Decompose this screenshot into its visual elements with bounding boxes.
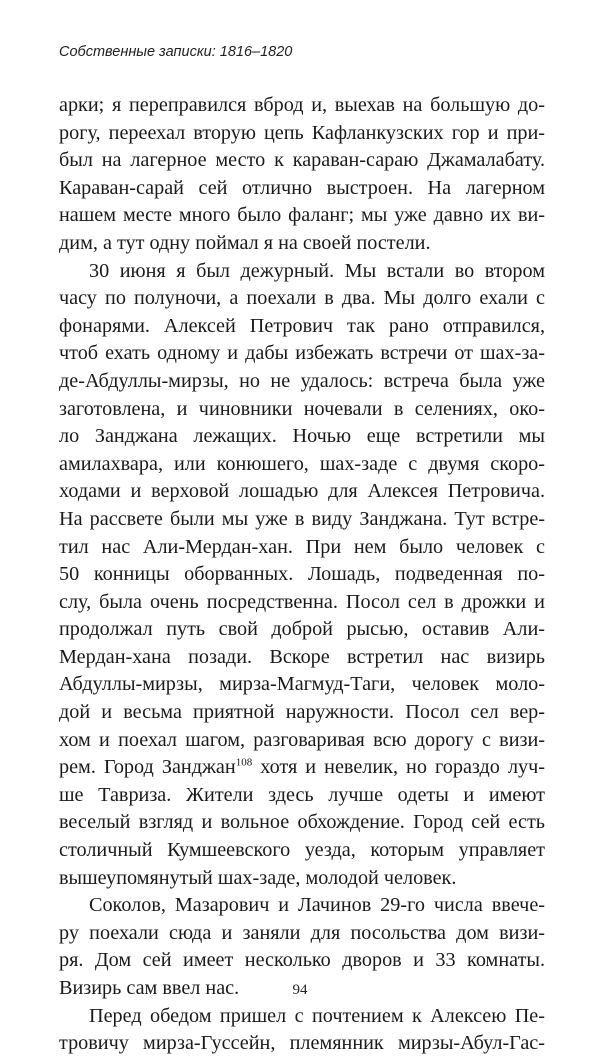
text-line: заготовлена, и чиновники ночевали в селениях, око- <box>59 397 545 420</box>
text-line: столичный Кумшеевского уезда, которым управляет <box>59 839 545 862</box>
text-line: ло Занджана лежащих. Ночью еще встретили мы <box>59 425 545 448</box>
text-line: продолжал путь свой доброй рысью, оставив Али- <box>59 618 545 641</box>
text-line: Караван-сарай сей отлично выстроен. На лагерном <box>59 176 545 199</box>
text-line: слу, была очень посредственна. Посол сел в дрожки и <box>59 590 545 613</box>
text-line: веселый взгляд и вольное обхождение. Город сей есть <box>59 811 545 834</box>
text-line: Абдуллы-мирзы, мирза-Магмуд-Таги, человек моло- <box>59 673 545 696</box>
text-line: тровичу мирза-Гуссейн, племянник мирзы-Абул-Гас- <box>59 1032 545 1055</box>
text-line: рогу, переехал вторую цепь Кафланкузских гор и при- <box>59 121 545 144</box>
text-line: Визирь сам ввел нас. <box>59 977 240 999</box>
footnote-marker[interactable]: 108 <box>235 756 253 769</box>
text-line: ря. Дом сей имеет несколько дворов и 33 комнаты. <box>59 949 545 972</box>
text-line: чтоб ехать одному и дабы избежать встречи от шах-за- <box>59 342 545 365</box>
body-text <box>59 92 545 1058</box>
text-line: ше Тавриза. Жители здесь лучше одеты и имеют <box>59 783 545 806</box>
text-line: фонарями. Алексей Петрович так рано отправился, <box>59 314 545 337</box>
text-line: вышеупомянутый шах-заде, молодой человек. <box>59 866 457 889</box>
text-line: часу по полуночи, а поехали в два. Мы долго ехали с <box>59 287 545 310</box>
line-head: рем. Город Занджан <box>59 756 236 779</box>
paragraph-start-line: 30 июня я был дежурный. Мы встали во втором <box>89 259 545 282</box>
text-line: ру поехали сюда и заняли для посольства дом визи- <box>59 921 545 944</box>
text-line: дим, а тут одну поймал я на своей постели. <box>59 231 431 254</box>
text-line: арки; я переправился вброд и, выехав на большую до- <box>59 94 545 116</box>
text-line: дой и весьма приятной наружности. Посол сел вер- <box>59 701 545 724</box>
paragraph-start-line: Перед обедом пришел с почтением к Алексею Пе- <box>89 1004 545 1027</box>
text-line: был на лагерное место к караван-сараю Джамалабату. <box>59 149 545 172</box>
line-tail: хотя и невелик, но гораздо луч- <box>252 756 545 779</box>
text-line: На рассвете были мы уже в виду Занджана. Тут встре- <box>59 507 545 530</box>
paragraph-start-line: Соколов, Мазарович и Лачинов 29-го числа ввече- <box>89 894 545 917</box>
text-line: Мердан-хана позади. Вскоре встретил нас визирь <box>59 645 545 668</box>
running-head: Собственные записки: 1816–1820 <box>59 44 293 60</box>
text-line: ходами и верховой лошадью для Алексея Петровича. <box>59 480 545 503</box>
page-number: 94 <box>292 982 308 998</box>
text-line: амилахвара, или конюшего, шах-заде с двумя скоро- <box>59 452 545 475</box>
text-line: хом и поехал шагом, разговаривая всю дорогу с визи- <box>59 728 545 751</box>
text-line: де-Абдуллы-мирзы, но не удалось: встреча была уже <box>59 369 545 392</box>
text-line-with-footnote <box>59 754 545 782</box>
text-line: тил нас Али-Мердан-хан. При нем было человек с <box>59 535 545 558</box>
text-line: 50 конницы оборванных. Лошадь, подведенная по- <box>59 563 545 586</box>
text-line: нашем месте много было фаланг; мы уже давно их ви- <box>59 204 545 227</box>
